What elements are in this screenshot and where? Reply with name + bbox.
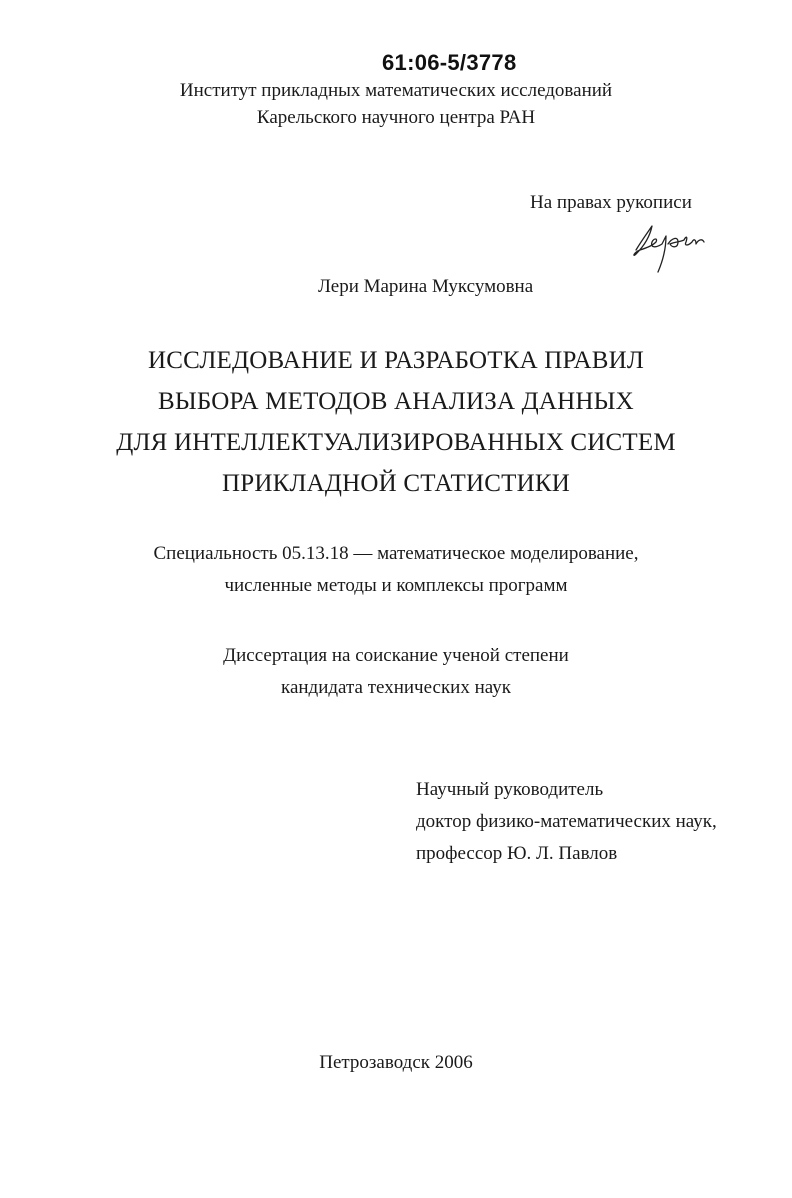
handwritten-signature xyxy=(622,212,712,278)
degree-line-1: Диссертация на соискание ученой степени xyxy=(223,645,569,666)
institution-line-1: Институт прикладных математических исследований xyxy=(179,80,613,101)
supervisor-line-2: доктор физико-математических наук, xyxy=(416,811,717,832)
institution-line-2: Карельского научного центра РАН xyxy=(256,107,536,128)
institution-block xyxy=(0,77,792,131)
supervisor-line-1: Научный руководитель xyxy=(416,779,604,800)
specialty-line-2: численные методы и комплексы программ xyxy=(224,575,568,596)
city-year: Петрозаводск 2006 xyxy=(319,1052,473,1073)
archive-stamp-number: 61:06-5/3778 xyxy=(382,50,517,75)
author-name: Лери Марина Муксумовна xyxy=(318,276,534,297)
supervisor-block xyxy=(416,774,717,870)
title-line-1: ИССЛЕДОВАНИЕ И РАЗРАБОТКА ПРАВИЛ xyxy=(147,347,644,374)
title-line-4: ПРИКЛАДНОЙ СТАТИСТИКИ xyxy=(222,470,570,497)
manuscript-rights-note: На правах рукописи xyxy=(530,192,692,213)
title-line-3: ДЛЯ ИНТЕЛЛЕКТУАЛИЗИРОВАННЫХ СИСТЕМ xyxy=(116,429,676,456)
degree-line-2: кандидата технических наук xyxy=(281,677,511,698)
supervisor-line-3: профессор Ю. Л. Павлов xyxy=(416,843,618,864)
title-line-2: ВЫБОРА МЕТОДОВ АНАЛИЗА ДАННЫХ xyxy=(158,388,634,415)
dissertation-title xyxy=(0,340,792,504)
specialty-block xyxy=(0,538,792,602)
specialty-line-1: Специальность 05.13.18 — математическое моделирование, xyxy=(153,543,639,564)
degree-block xyxy=(0,640,792,704)
